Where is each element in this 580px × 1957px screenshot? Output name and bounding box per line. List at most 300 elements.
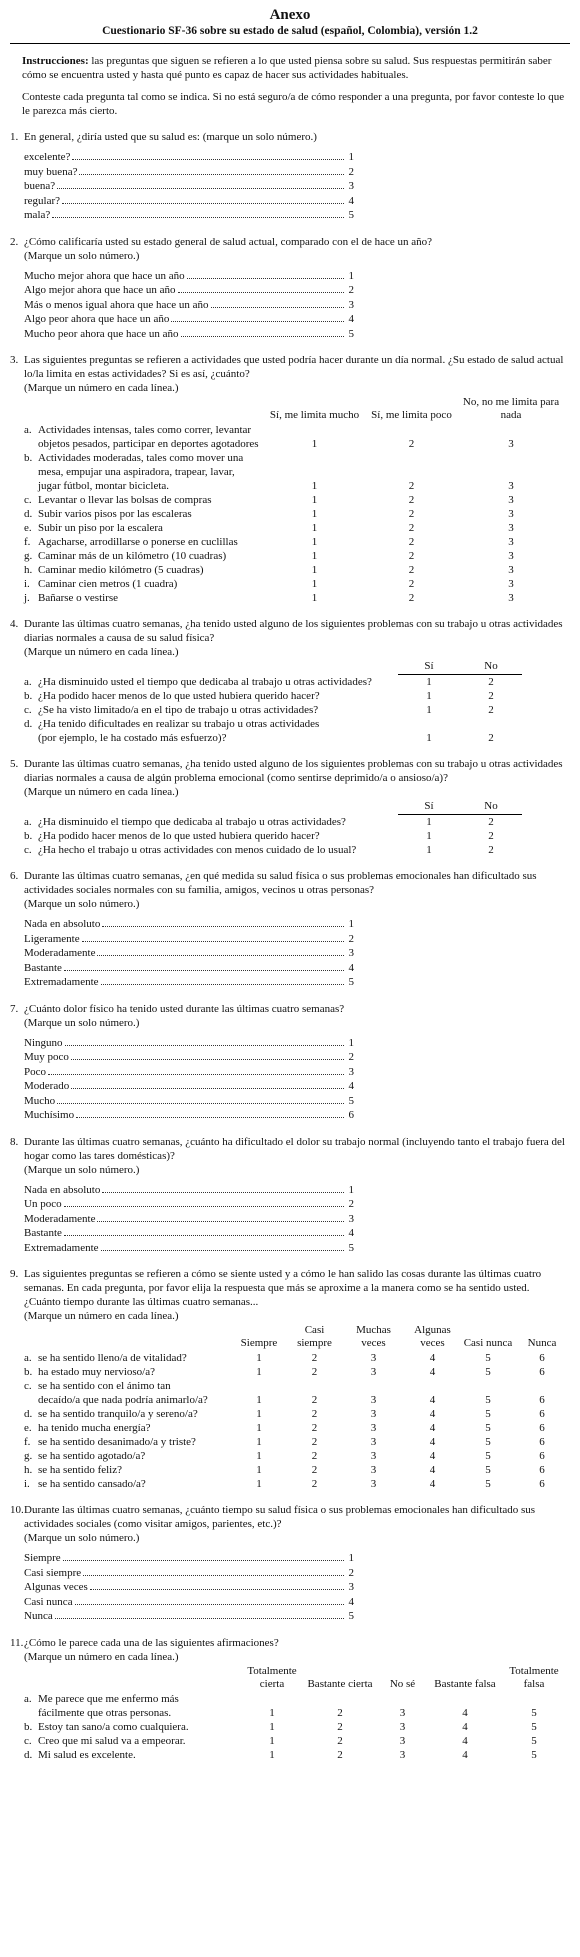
- answer-option[interactable]: [24, 1108, 354, 1123]
- answer-option[interactable]: [24, 1036, 354, 1051]
- response-number[interactable]: 2: [408, 592, 415, 604]
- item-text: [36, 843, 398, 857]
- question-instruction: (Marque un solo número.): [24, 1163, 140, 1176]
- question-text: ¿Cómo le parece cada una de las siguientes afirmaciones?: [24, 1636, 279, 1649]
- response-number[interactable]: 6: [539, 1450, 545, 1462]
- response-number[interactable]: 2: [311, 1394, 318, 1406]
- response-number[interactable]: 5: [485, 1436, 491, 1448]
- response-number[interactable]: 1: [311, 578, 318, 590]
- item-letter: a.: [24, 675, 32, 688]
- item-text: [36, 1379, 233, 1407]
- question-instruction: (Marque un número en cada línea.): [24, 646, 179, 658]
- item-text-line: ha estado muy nervioso/a?: [38, 1366, 155, 1378]
- response-number[interactable]: 1: [426, 816, 432, 828]
- response-number[interactable]: 5: [485, 1366, 491, 1378]
- answer-option[interactable]: [24, 1551, 354, 1566]
- item-text-line: se ha sentido feliz?: [38, 1464, 122, 1476]
- question-number: 4.: [10, 618, 19, 630]
- item-text-line: Agacharse, arrodillarse o ponerse en cuclillas: [38, 536, 238, 548]
- answer-option[interactable]: [24, 961, 354, 976]
- response-grid: [24, 1323, 570, 1491]
- response-number[interactable]: 6: [539, 1464, 545, 1476]
- response-number[interactable]: 2: [337, 1706, 343, 1719]
- option-label: Siempre: [24, 1552, 61, 1564]
- option-number: 3: [348, 1581, 354, 1593]
- response-number[interactable]: 2: [337, 1720, 343, 1733]
- response-number[interactable]: 1: [256, 1394, 262, 1406]
- item-text: [36, 549, 266, 563]
- response-number[interactable]: 5: [485, 1352, 491, 1364]
- answer-options: [24, 917, 354, 990]
- response-number[interactable]: 3: [370, 1394, 377, 1406]
- item-text: [36, 1463, 233, 1477]
- response-number[interactable]: 1: [311, 494, 318, 506]
- option-number: 5: [348, 976, 354, 988]
- question-header: [10, 1636, 570, 1650]
- option-label: Nada en absoluto: [24, 918, 101, 930]
- response-number[interactable]: 2: [488, 816, 494, 828]
- response-number[interactable]: 2: [311, 1478, 318, 1490]
- answer-option[interactable]: [24, 283, 354, 298]
- question-instruction: (Marque un número en cada línea.): [24, 786, 179, 798]
- item-letter: h.: [24, 1464, 33, 1476]
- response-number[interactable]: 2: [488, 732, 494, 744]
- response-number[interactable]: 3: [370, 1352, 377, 1364]
- item-text-line: se ha sentido con el ánimo tan: [38, 1380, 171, 1392]
- response-number[interactable]: 3: [508, 578, 514, 590]
- option-label: Más o menos igual ahora que hace un año: [24, 298, 209, 311]
- answer-option[interactable]: [24, 269, 354, 284]
- response-number[interactable]: 1: [256, 1478, 262, 1490]
- response-number[interactable]: 2: [311, 1366, 318, 1378]
- option-number: 5: [348, 327, 354, 340]
- response-number[interactable]: 1: [256, 1464, 262, 1476]
- option-number: 1: [348, 269, 354, 282]
- response-number[interactable]: 3: [508, 494, 514, 506]
- response-number[interactable]: 6: [539, 1408, 545, 1420]
- response-number[interactable]: 4: [429, 1422, 436, 1434]
- item-text-line: Subir un piso por la escalera: [38, 522, 163, 534]
- option-number: 4: [348, 194, 354, 207]
- response-number[interactable]: 2: [311, 1436, 318, 1448]
- response-number[interactable]: 1: [426, 690, 432, 702]
- item-text: [36, 1365, 233, 1379]
- response-number[interactable]: 6: [539, 1436, 545, 1448]
- answer-option[interactable]: [24, 1241, 354, 1256]
- response-number[interactable]: 3: [508, 564, 514, 576]
- item-text-line: Caminar más de un kilómetro (10 cuadras): [38, 550, 227, 562]
- item-text-line: ha tenido mucha energía?: [38, 1422, 151, 1434]
- response-number[interactable]: 3: [370, 1450, 377, 1462]
- grid-column-header: Algunas veces: [414, 1324, 451, 1349]
- response-number[interactable]: 3: [370, 1366, 377, 1378]
- response-number[interactable]: 4: [429, 1464, 436, 1476]
- answer-option[interactable]: [24, 946, 354, 961]
- response-number[interactable]: 3: [370, 1422, 377, 1434]
- response-number[interactable]: 4: [462, 1734, 468, 1747]
- dot-leader: [57, 1103, 344, 1104]
- dot-leader: [75, 1604, 344, 1605]
- item-letter: c.: [24, 1380, 32, 1392]
- grid-column-header: No: [460, 659, 522, 675]
- option-number: 6: [348, 1109, 354, 1121]
- response-number[interactable]: 5: [485, 1408, 491, 1420]
- response-number[interactable]: 1: [256, 1436, 262, 1448]
- option-label: Ligeramente: [24, 932, 80, 945]
- option-label: Nada en absoluto: [24, 1183, 101, 1196]
- response-number[interactable]: 5: [531, 1720, 537, 1733]
- grid-row: [24, 1734, 569, 1748]
- answer-option[interactable]: [24, 298, 354, 313]
- item-text-line: se ha sentido desanimado/a y triste?: [38, 1436, 196, 1448]
- dot-leader: [64, 1235, 344, 1236]
- response-number[interactable]: 3: [370, 1408, 377, 1420]
- response-number[interactable]: 5: [485, 1478, 491, 1490]
- response-number[interactable]: 1: [311, 508, 318, 520]
- question-header: [10, 235, 570, 249]
- response-number[interactable]: 1: [311, 480, 318, 492]
- item-letter: b.: [24, 1366, 33, 1378]
- dot-leader: [55, 1618, 344, 1619]
- item-text-line: ¿Ha podido hacer menos de lo que usted hubiera querido hacer?: [38, 830, 320, 842]
- grid-row: [24, 563, 562, 577]
- option-label: mala?: [24, 209, 51, 221]
- answer-option[interactable]: [24, 917, 354, 932]
- item-text: [36, 675, 398, 690]
- dot-leader: [64, 1206, 344, 1207]
- answer-option[interactable]: [24, 165, 354, 180]
- option-label: Bastante: [24, 1227, 62, 1239]
- item-text: [36, 717, 398, 745]
- question-instruction: (Marque un solo número.): [24, 898, 140, 910]
- response-number[interactable]: 6: [539, 1352, 545, 1364]
- response-number[interactable]: 4: [429, 1436, 436, 1448]
- question-header: [10, 1503, 570, 1531]
- question-number: 8.: [10, 1135, 19, 1148]
- response-number[interactable]: 4: [429, 1408, 436, 1420]
- response-number[interactable]: 2: [408, 536, 415, 548]
- response-number[interactable]: 1: [311, 564, 318, 576]
- item-letter: c.: [24, 844, 32, 856]
- response-number[interactable]: 1: [256, 1352, 262, 1364]
- option-number: 5: [348, 1241, 354, 1254]
- answer-option[interactable]: [24, 975, 354, 990]
- response-number[interactable]: 3: [508, 480, 514, 492]
- response-number[interactable]: 3: [370, 1464, 377, 1476]
- question-number: 5.: [10, 758, 19, 770]
- option-label: Extremadamente: [24, 1241, 99, 1254]
- response-number[interactable]: 2: [488, 844, 494, 856]
- response-number[interactable]: 5: [531, 1706, 537, 1719]
- grid-row: [24, 829, 522, 843]
- grid-row: [24, 493, 562, 507]
- item-letter: d.: [24, 1408, 33, 1420]
- response-number[interactable]: 2: [488, 690, 494, 702]
- response-number[interactable]: 1: [269, 1706, 275, 1719]
- option-label: buena?: [24, 180, 56, 192]
- response-number[interactable]: 4: [462, 1706, 468, 1719]
- instructions: [22, 54, 570, 82]
- response-number[interactable]: 4: [429, 1450, 436, 1462]
- answer-option[interactable]: [24, 932, 354, 947]
- item-text-line: ¿Ha hecho el trabajo u otras actividades con menos cuidado de lo usual?: [38, 844, 357, 856]
- response-number[interactable]: 2: [408, 494, 415, 506]
- response-number[interactable]: 2: [311, 1352, 318, 1364]
- response-number[interactable]: 5: [531, 1748, 537, 1761]
- item-text-line: mesa, empujar una aspiradora, trapear, lavar,: [38, 466, 235, 478]
- answer-option[interactable]: [24, 1212, 354, 1227]
- grid-header-spacer: [24, 1323, 233, 1351]
- response-number[interactable]: 2: [408, 438, 415, 450]
- item-letter: c.: [24, 494, 32, 506]
- response-number[interactable]: 2: [408, 564, 415, 576]
- response-number[interactable]: 1: [311, 438, 318, 450]
- answer-option[interactable]: [24, 1065, 354, 1080]
- option-number: 5: [348, 1610, 354, 1622]
- dot-leader: [71, 1059, 344, 1060]
- response-number[interactable]: 1: [269, 1748, 275, 1761]
- item-letter: d.: [24, 718, 33, 730]
- response-number[interactable]: 2: [408, 522, 415, 534]
- response-number[interactable]: 1: [311, 536, 318, 548]
- response-number[interactable]: 4: [429, 1478, 436, 1490]
- response-number[interactable]: 5: [485, 1422, 491, 1434]
- answer-options: [24, 1036, 354, 1123]
- response-number[interactable]: 1: [256, 1408, 262, 1420]
- response-number[interactable]: 1: [311, 550, 318, 562]
- grid-row: [24, 549, 562, 563]
- item-text-line: fácilmente que otras personas.: [38, 1706, 172, 1719]
- dot-leader: [63, 1560, 344, 1561]
- response-number[interactable]: 3: [508, 522, 514, 534]
- response-number[interactable]: 2: [311, 1450, 318, 1462]
- question-10: [10, 1503, 570, 1624]
- answer-option[interactable]: [24, 327, 354, 342]
- item-text: [36, 1734, 238, 1748]
- response-number[interactable]: 2: [488, 704, 494, 716]
- response-number[interactable]: 1: [269, 1734, 275, 1747]
- grid-row: [24, 1692, 569, 1720]
- answer-option[interactable]: [24, 208, 354, 223]
- grid-row: [24, 703, 522, 717]
- option-label: Mucho mejor ahora que hace un año: [24, 269, 185, 282]
- item-text-line: Caminar cien metros (1 cuadra): [38, 578, 178, 590]
- item-text-line: se ha sentido tranquilo/a y sereno/a?: [38, 1408, 198, 1420]
- item-letter: e.: [24, 522, 32, 534]
- response-number[interactable]: 3: [399, 1720, 406, 1733]
- item-text-line: Estoy tan sano/a como cualquiera.: [38, 1720, 189, 1733]
- response-number[interactable]: 3: [508, 592, 514, 604]
- option-number: 1: [348, 151, 354, 163]
- item-text-line: se ha sentido agotado/a?: [38, 1450, 146, 1462]
- response-number[interactable]: 2: [311, 1422, 318, 1434]
- response-number[interactable]: 3: [399, 1734, 406, 1747]
- item-text: [36, 703, 398, 717]
- answer-option[interactable]: [24, 1183, 354, 1198]
- response-number[interactable]: 2: [488, 676, 494, 688]
- response-number[interactable]: 1: [426, 732, 432, 744]
- grid-column-header: Bastante cierta: [307, 1677, 373, 1690]
- question-text: Durante las últimas cuatro semanas, ¿en qué medida su salud física o sus problemas emocionales han dificultado sus actividades sociales normales con su familia, amigos, vecinos u otras personas?: [24, 870, 537, 896]
- item-text-line: ¿Ha disminuido usted el tiempo que dedicaba al trabajo u otras actividades?: [38, 676, 372, 688]
- option-number: 5: [348, 209, 354, 221]
- response-number[interactable]: 3: [399, 1706, 406, 1719]
- response-number[interactable]: 5: [531, 1734, 537, 1747]
- response-number[interactable]: 6: [539, 1422, 545, 1434]
- response-number[interactable]: 3: [508, 550, 514, 562]
- item-text: [36, 1477, 233, 1491]
- response-number[interactable]: 3: [370, 1436, 377, 1448]
- question-4: [10, 617, 570, 745]
- response-number[interactable]: 5: [485, 1464, 491, 1476]
- response-number[interactable]: 4: [462, 1748, 468, 1761]
- grid-row: [24, 1477, 570, 1491]
- response-number[interactable]: 1: [311, 522, 318, 534]
- question-number: 3.: [10, 354, 19, 366]
- item-text: [36, 535, 266, 549]
- answer-option[interactable]: [24, 150, 354, 165]
- response-number[interactable]: 3: [508, 438, 514, 450]
- question-text: Durante las últimas cuatro semanas, ¿cuánto tiempo su salud física o sus problemas emocionales han dificultado sus actividades sociales (como visitar amigos, parientes, etc.)?: [24, 1504, 536, 1530]
- dot-leader: [48, 1074, 344, 1075]
- item-text-line: Levantar o llevar las bolsas de compras: [38, 494, 212, 506]
- response-number[interactable]: 2: [408, 578, 415, 590]
- question-text: Las siguientes preguntas se refieren a actividades que usted podría hacer durante un día normal. ¿Su estado de salud actual lo/la limita en estas actividades? Si es así, ¿cuánto?: [24, 354, 564, 380]
- response-number[interactable]: 6: [539, 1366, 545, 1378]
- response-number[interactable]: 1: [256, 1366, 262, 1378]
- page-subtitle: Cuestionario SF-36 sobre su estado de salud (español, Colombia), versión 1.2: [102, 25, 478, 37]
- item-text-line: Me parece que me enfermo más: [38, 1692, 179, 1705]
- grid-header-row: [24, 1323, 570, 1351]
- response-number[interactable]: 3: [399, 1748, 406, 1761]
- answer-option[interactable]: [24, 1079, 354, 1094]
- item-letter: g.: [24, 1450, 33, 1462]
- response-number[interactable]: 2: [337, 1748, 343, 1761]
- item-text: [36, 1421, 233, 1435]
- grid-header-spacer: [24, 1664, 238, 1692]
- option-number: 2: [348, 1198, 354, 1210]
- item-text-line: Caminar medio kilómetro (5 cuadras): [38, 564, 204, 576]
- question-header: [10, 1135, 570, 1163]
- option-label: Nunca: [24, 1610, 53, 1622]
- option-number: 4: [348, 1595, 354, 1608]
- question-number: 6.: [10, 870, 19, 882]
- response-number[interactable]: 1: [311, 592, 318, 604]
- grid-column-header: Siempre: [240, 1337, 278, 1349]
- response-number[interactable]: 4: [462, 1720, 468, 1733]
- answer-option[interactable]: [24, 1050, 354, 1065]
- response-number[interactable]: 3: [370, 1478, 377, 1490]
- question-header: [10, 869, 570, 897]
- response-number[interactable]: 4: [429, 1352, 436, 1364]
- grid-row: [24, 689, 522, 703]
- item-text-line: Actividades intensas, tales como correr, levantar: [38, 424, 252, 436]
- grid-row: [24, 815, 522, 830]
- response-grid: [24, 395, 562, 605]
- question-number: 11.: [10, 1636, 24, 1649]
- answer-option[interactable]: [24, 194, 354, 209]
- response-grid: [24, 799, 522, 857]
- option-number: 4: [348, 961, 354, 974]
- answer-option[interactable]: [24, 1226, 354, 1241]
- response-number[interactable]: 2: [408, 480, 415, 492]
- response-number[interactable]: 1: [426, 830, 432, 842]
- page-title: Anexo: [269, 7, 311, 23]
- response-number[interactable]: 5: [485, 1450, 491, 1462]
- grid-column-header: No sé: [389, 1677, 416, 1690]
- grid-column-header: Casi nunca: [463, 1337, 513, 1349]
- grid-column-header: No: [460, 799, 522, 815]
- grid-header-row: [24, 1664, 569, 1692]
- response-number[interactable]: 6: [539, 1478, 545, 1490]
- response-number[interactable]: 6: [539, 1394, 545, 1406]
- dot-leader: [72, 159, 344, 160]
- grid-row: [24, 521, 562, 535]
- response-number[interactable]: 1: [426, 844, 432, 856]
- grid-row: [24, 717, 522, 745]
- response-number[interactable]: 2: [311, 1408, 318, 1420]
- response-number[interactable]: 1: [426, 676, 432, 688]
- response-number[interactable]: 1: [256, 1450, 262, 1462]
- questions: [10, 130, 570, 1762]
- option-label: Algunas veces: [24, 1581, 88, 1593]
- grid-row: [24, 1351, 570, 1365]
- question-11: [10, 1636, 570, 1762]
- answer-option[interactable]: [24, 1197, 354, 1212]
- option-label: Casi siempre: [24, 1566, 82, 1579]
- response-number[interactable]: 2: [488, 830, 494, 842]
- item-text: [36, 1435, 233, 1449]
- response-number[interactable]: 2: [408, 508, 415, 520]
- answer-option[interactable]: [24, 1094, 354, 1109]
- grid-column-header: Totalmente cierta: [247, 1664, 297, 1690]
- response-number[interactable]: 2: [337, 1734, 343, 1747]
- item-text-line: jugar fútbol, montar bicicleta.: [38, 480, 170, 492]
- answer-option[interactable]: [24, 1566, 354, 1581]
- item-text: [36, 577, 266, 591]
- answer-options: [24, 1551, 354, 1624]
- dot-leader: [97, 1221, 344, 1222]
- response-number[interactable]: 2: [408, 550, 415, 562]
- response-number[interactable]: 4: [429, 1366, 436, 1378]
- grid-column-header: Sí: [398, 799, 460, 815]
- instructions-text: las preguntas que siguen se refieren a lo que usted piensa sobre su salud. Sus respuestas permitirán saber cómo se encuentra usted y hasta qué punto es capaz de hacer sus actividades habituales.: [22, 55, 552, 81]
- grid-row: [24, 1407, 570, 1421]
- response-number[interactable]: 1: [426, 704, 432, 716]
- response-grid: [24, 1664, 569, 1762]
- response-number[interactable]: 4: [429, 1394, 436, 1406]
- item-text: [36, 423, 266, 451]
- response-number[interactable]: 3: [508, 536, 514, 548]
- response-number[interactable]: 1: [256, 1422, 262, 1434]
- answer-option[interactable]: [24, 312, 354, 327]
- item-letter: g.: [24, 550, 33, 562]
- answer-option[interactable]: [24, 179, 354, 194]
- grid-row: [24, 591, 562, 605]
- grid-column-header: No, no me limita para nada: [462, 396, 560, 421]
- response-number[interactable]: 1: [269, 1720, 275, 1733]
- item-letter: c.: [24, 1734, 32, 1747]
- answer-option[interactable]: [24, 1580, 354, 1595]
- response-number[interactable]: 2: [311, 1464, 318, 1476]
- answer-option[interactable]: [24, 1595, 354, 1610]
- response-number[interactable]: 3: [508, 508, 514, 520]
- item-text-line: objetos pesados, participar en deportes agotadores: [38, 438, 259, 450]
- item-text-line: Actividades moderadas, tales como mover una: [38, 452, 244, 464]
- response-number[interactable]: 5: [485, 1394, 491, 1406]
- answer-option[interactable]: [24, 1609, 354, 1624]
- option-label: Moderado: [24, 1080, 70, 1092]
